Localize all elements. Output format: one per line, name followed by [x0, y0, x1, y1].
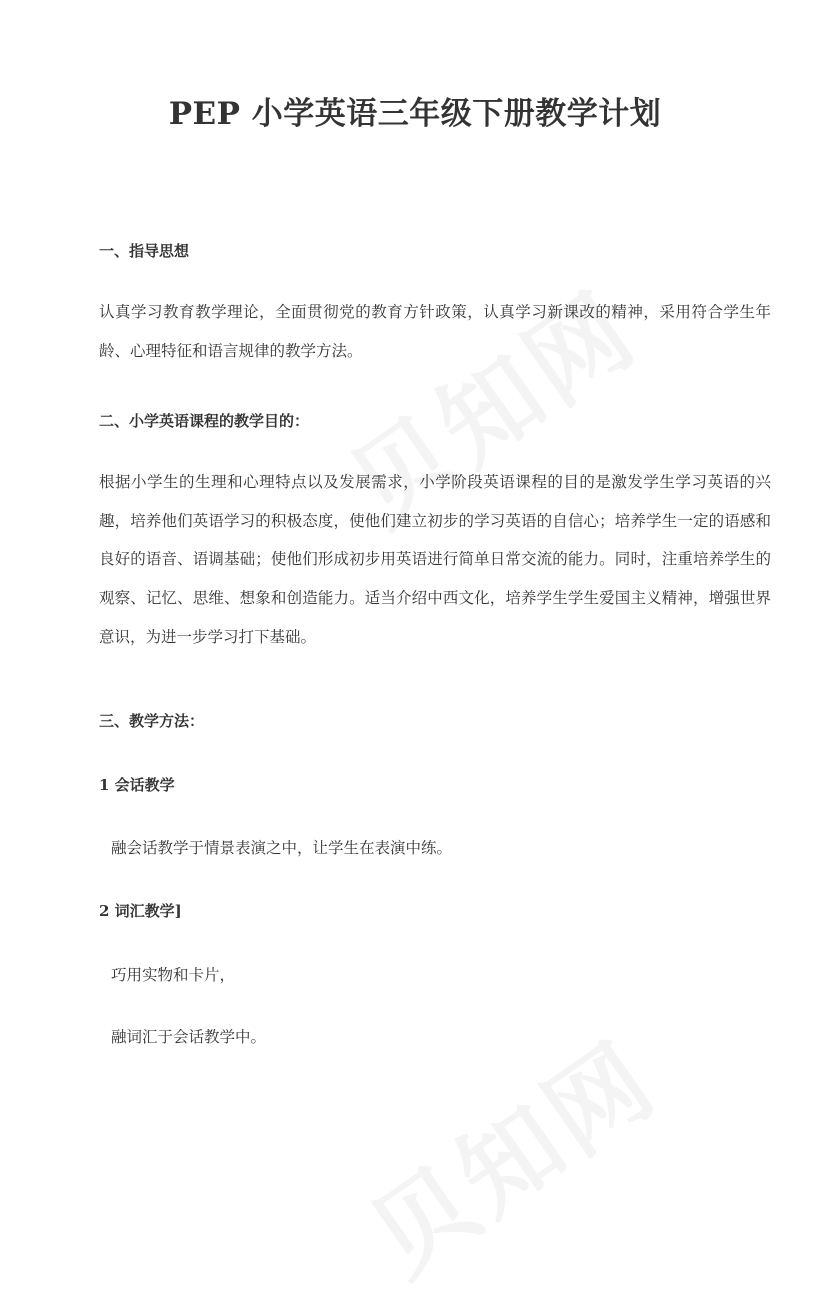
document-title: PEP 小学英语三年级下册教学计划 [168, 96, 662, 132]
method-text-conversation: 融会话教学于情景表演之中，让学生在表演中练。 [111, 839, 453, 857]
method-text-vocabulary-1: 巧用实物和卡片， [111, 966, 236, 984]
section-paragraph-guiding-ideology: 认真学习教育教学理论，全面贯彻党的教育方针政策，认真学习新课改的精神，采用符合学生年龄、心理特征和语言规律的教学方法。 [99, 303, 771, 360]
section-paragraph-teaching-purpose: 根据小学生的生理和心理特点以及发展需求，小学阶段英语课程的目的是激发学生学习英语的兴趣，培养他们英语学习的积极态度，使他们建立初步的学习英语的自信心；培养学生一定的语感和良好的语音、语调基础；使他们形成初步用英语进行简单日常交流的能力。同时，注重培养学生的观察、记忆、思维、想象和创造能力。适当介绍中西文化，培养学生学生爱国主义精神，增强世界意识，为进一步学习打下基础。 [99, 473, 771, 646]
watermark-bottom [337, 1002, 680, 1302]
section-heading-teaching-methods: 三、教学方法： [99, 712, 205, 730]
method-heading-vocabulary: 2 词汇教学] [99, 902, 182, 920]
method-text-vocabulary-2: 融词汇于会话教学中。 [111, 1028, 267, 1046]
section-heading-teaching-purpose: 二、小学英语课程的教学目的： [99, 412, 310, 430]
section-heading-guiding-ideology: 一、指导思想 [99, 242, 190, 260]
method-heading-conversation: 1 会话教学 [99, 776, 175, 794]
